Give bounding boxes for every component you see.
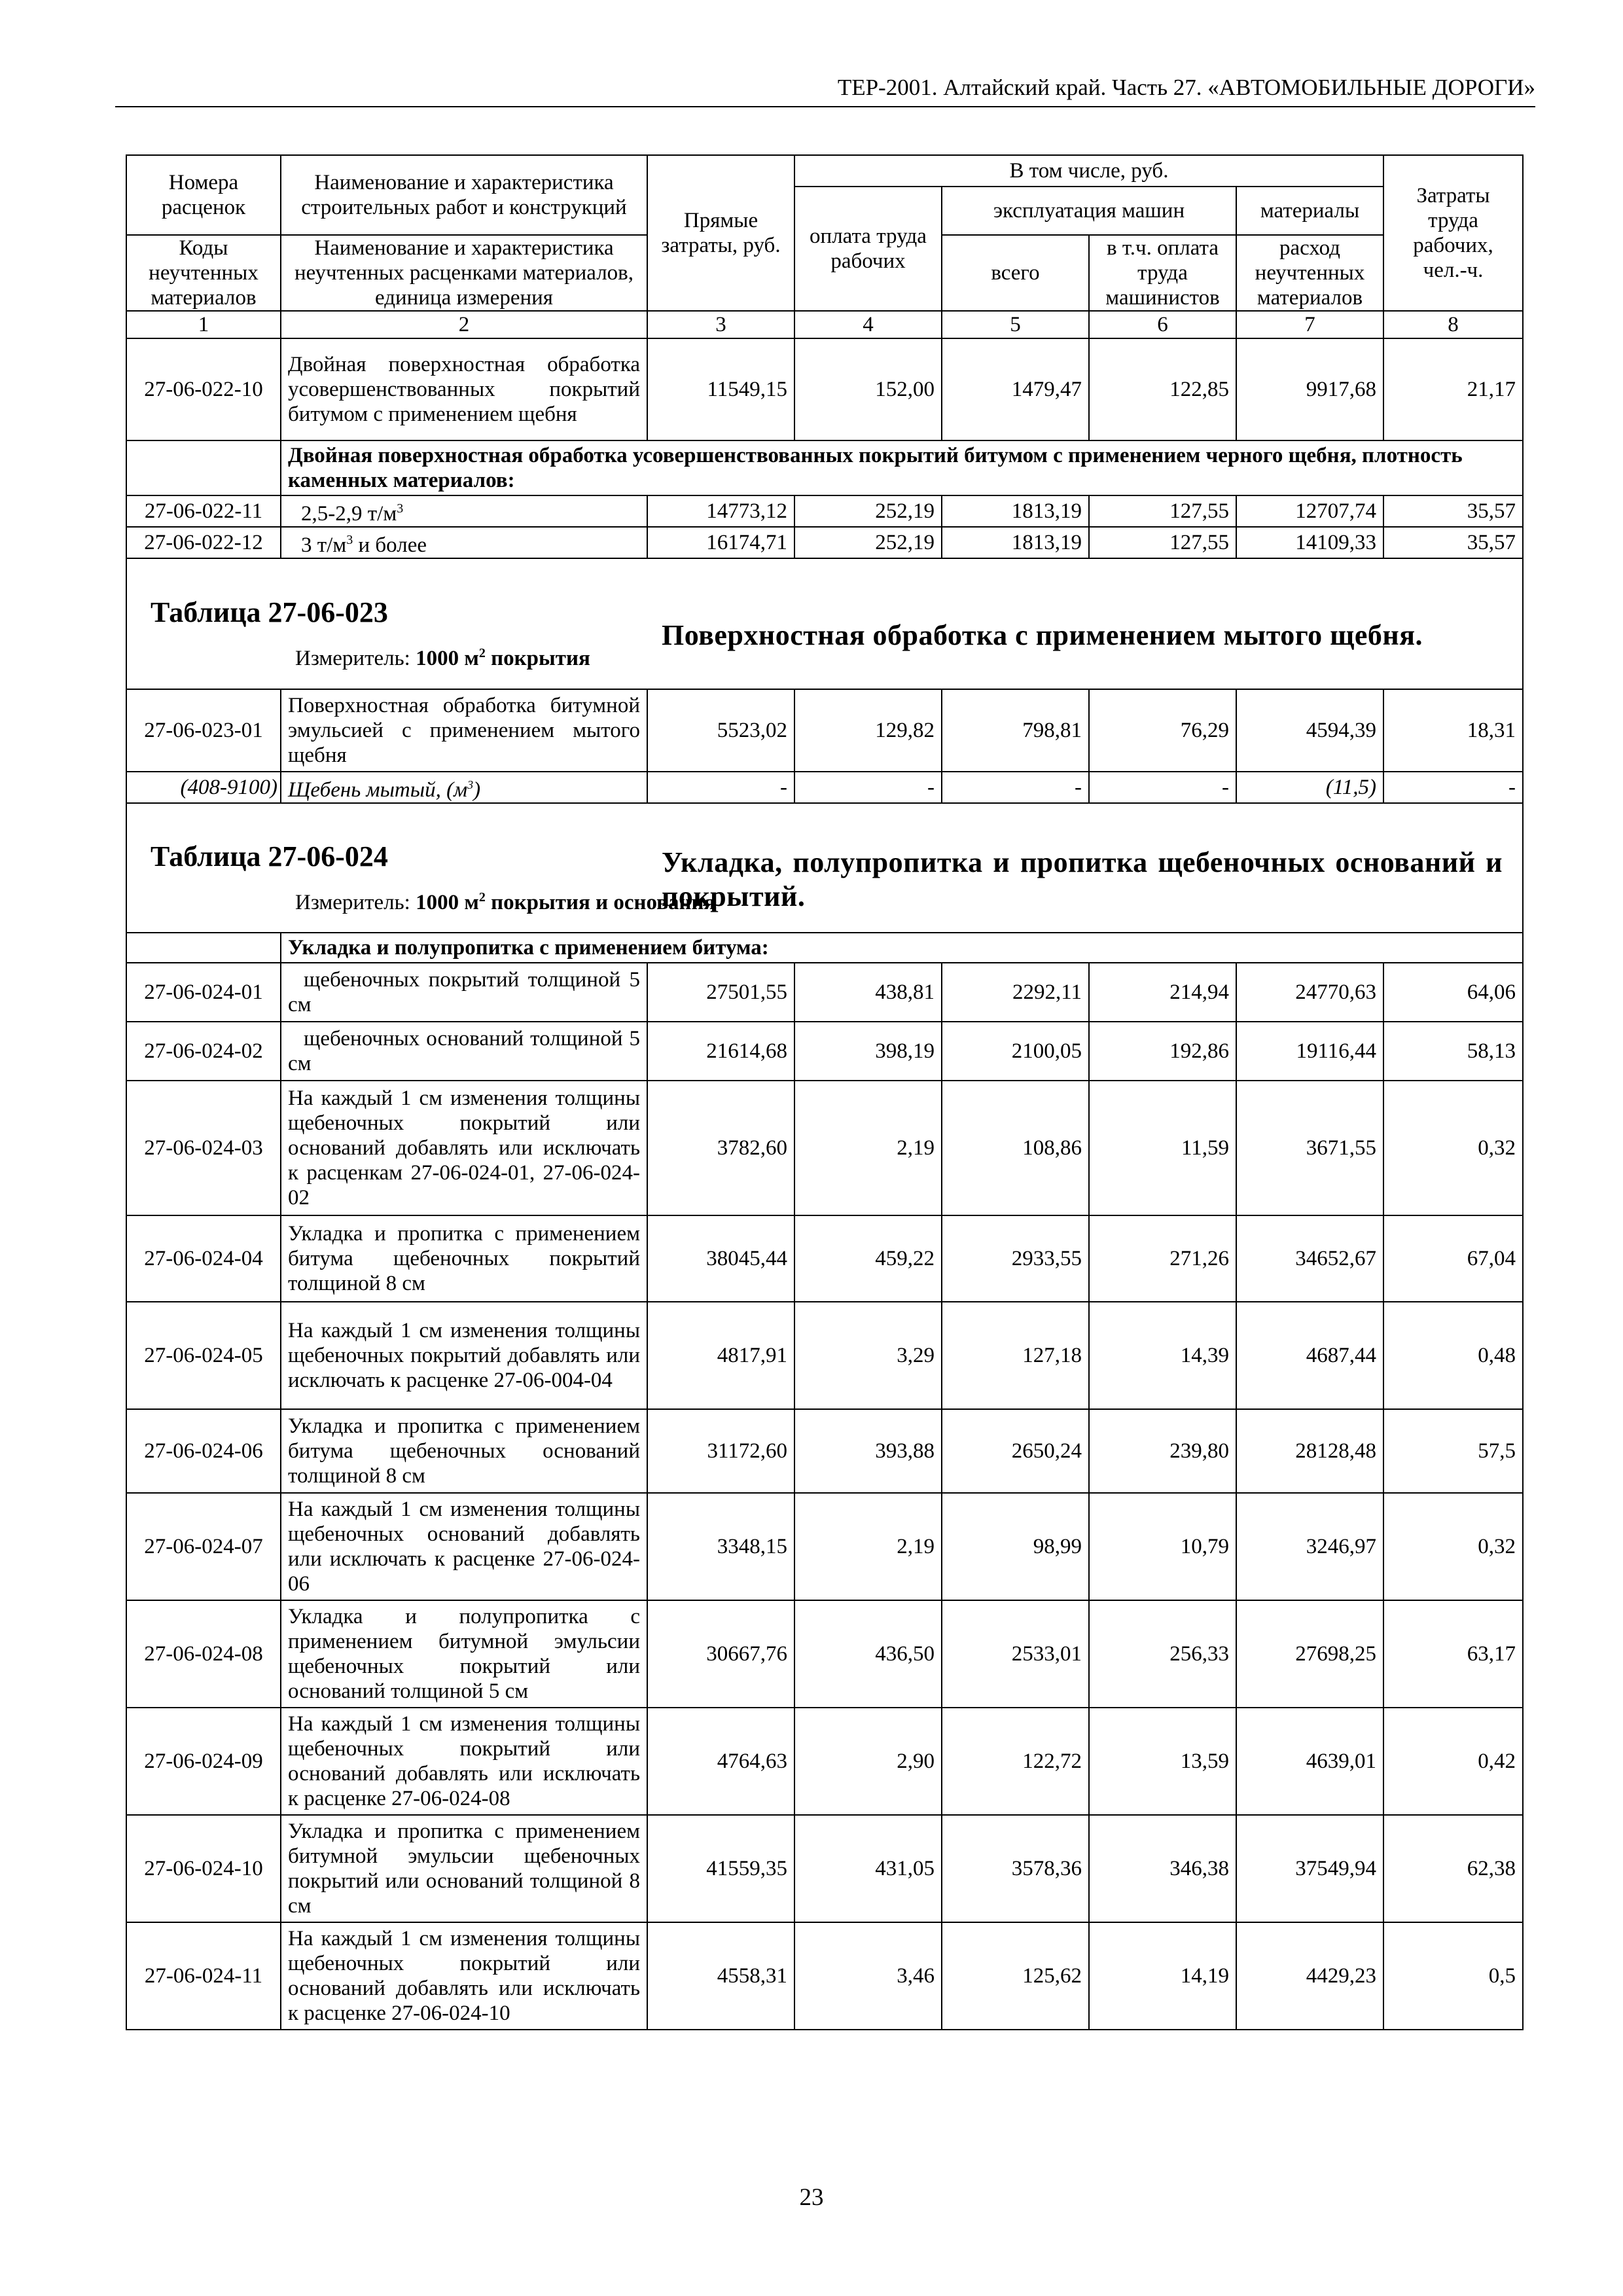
table-title-row (126, 803, 1523, 933)
table-title-row (126, 558, 1523, 689)
machine-cost: 98,99 (942, 1493, 1089, 1600)
rate-name: Двойная поверхностная обработка усовершенствованных покрытий битумом с применением щебня (281, 338, 647, 440)
direct-cost: 16174,71 (647, 527, 794, 558)
rate-name: щебеночных покрытий толщиной 5 см (281, 963, 647, 1022)
rate-name: На каждый 1 см изменения толщины щебеночных покрытий или оснований добавлять или исключать к расценкам 27-06-024-01, 27-06-024-02 (281, 1081, 647, 1215)
machine-cost: 122,72 (942, 1708, 1089, 1815)
header-row-1 (126, 155, 1523, 187)
rate-code: 27-06-022-11 (126, 495, 281, 527)
labor-hours: 35,57 (1383, 495, 1523, 527)
labor-hours: 0,48 (1383, 1302, 1523, 1409)
h-total: всего (942, 235, 1089, 311)
labor-hours: 21,17 (1383, 338, 1523, 440)
material-cost: 4429,23 (1236, 1922, 1383, 2030)
rate-code: 27-06-024-06 (126, 1409, 281, 1493)
col-num: 3 (647, 311, 794, 338)
h-codes: Номера расценок (126, 155, 281, 235)
machinist-wage: 256,33 (1089, 1600, 1236, 1708)
direct-cost: 41559,35 (647, 1815, 794, 1922)
rate-name: Поверхностная обработка битумной эмульсией с применением мытого щебня (281, 689, 647, 772)
labor-hours: - (1383, 772, 1523, 803)
direct-cost: 14773,12 (647, 495, 794, 527)
h-mach: эксплуатация машин (942, 187, 1236, 235)
labor-hours: 63,17 (1383, 1600, 1523, 1708)
section-heading: Двойная поверхностная обработка усовершенствованных покрытий битумом с применением черного щебня, плотность каменных материалов: (281, 440, 1523, 495)
wage-cost: - (794, 772, 942, 803)
wage-cost: 152,00 (794, 338, 942, 440)
rate-code: 27-06-024-03 (126, 1081, 281, 1215)
header-rule (115, 106, 1535, 107)
table-row (126, 1215, 1523, 1302)
h-matuse: расход неучтенных материалов (1236, 235, 1383, 311)
col-num: 2 (281, 311, 647, 338)
direct-cost: 31172,60 (647, 1409, 794, 1493)
machinist-wage: 127,55 (1089, 495, 1236, 527)
material-use: (11,5) (1236, 772, 1383, 803)
table-number: Таблица 27-06-023 (151, 596, 388, 628)
h-wage: оплата труда рабочих (794, 187, 942, 311)
machinist-wage: 13,59 (1089, 1708, 1236, 1815)
running-header: ТЕР-2001. Алтайский край. Часть 27. «АВТОМОБИЛЬНЫЕ ДОРОГИ» (837, 75, 1535, 100)
labor-hours: 0,5 (1383, 1922, 1523, 2030)
rate-name: 2,5-2,9 $т/м^3$ (281, 495, 647, 527)
direct-cost: 30667,76 (647, 1600, 794, 1708)
machine-cost: 1479,47 (942, 338, 1089, 440)
h-incl: В том числе, руб. (794, 155, 1383, 187)
h-name: Наименование и характеристика строительных работ и конструкций (281, 155, 647, 235)
table-title: Поверхностная обработка с применением мытого щебня. (662, 619, 1423, 651)
machine-cost: 2650,24 (942, 1409, 1089, 1493)
machinist-wage: 11,59 (1089, 1081, 1236, 1215)
col-num: 4 (794, 311, 942, 338)
machinist-wage: 76,29 (1089, 689, 1236, 772)
direct-cost: 27501,55 (647, 963, 794, 1022)
machinist-wage: - (1089, 772, 1236, 803)
direct-cost: 4817,91 (647, 1302, 794, 1409)
material-cost: 4594,39 (1236, 689, 1383, 772)
machine-cost: 125,62 (942, 1922, 1089, 2030)
direct-cost: 5523,02 (647, 689, 794, 772)
material-name: Щебень мытый, $(м^3)$ (281, 772, 647, 803)
machine-cost: 2100,05 (942, 1022, 1089, 1081)
table-row (126, 338, 1523, 440)
material-cost: 12707,74 (1236, 495, 1383, 527)
rate-code: 27-06-022-12 (126, 527, 281, 558)
wage-cost: 3,29 (794, 1302, 942, 1409)
machine-cost: 2292,11 (942, 963, 1089, 1022)
section-heading: Укладка и полупропитка с применением битума: (281, 933, 1523, 963)
table-row (126, 527, 1523, 558)
machinist-wage: 192,86 (1089, 1022, 1236, 1081)
h-labor: Затраты труда рабочих, чел.-ч. (1383, 155, 1523, 311)
h-mat: материалы (1236, 187, 1383, 235)
direct-cost: 21614,68 (647, 1022, 794, 1081)
material-cost: 14109,33 (1236, 527, 1383, 558)
machine-cost: 2533,01 (942, 1600, 1089, 1708)
col-num: 7 (1236, 311, 1383, 338)
rate-name: На каждый 1 см изменения толщины щебеночных оснований добавлять или исключать к расценке 27-06-024-06 (281, 1493, 647, 1600)
direct-cost: 4764,63 (647, 1708, 794, 1815)
material-cost: 4687,44 (1236, 1302, 1383, 1409)
rate-name: На каждый 1 см изменения толщины щебеночных покрытий добавлять или исключать к расценке 27-06-004-04 (281, 1302, 647, 1409)
h-name2: Наименование и характеристика неучтенных расценками материалов, единица измерения (281, 235, 647, 311)
material-cost: 27698,25 (1236, 1600, 1383, 1708)
h-machwage: в т.ч. оплата труда машинистов (1089, 235, 1236, 311)
labor-hours: 0,32 (1383, 1493, 1523, 1600)
machinist-wage: 10,79 (1089, 1493, 1236, 1600)
wage-cost: 2,90 (794, 1708, 942, 1815)
rate-name: Укладка и полупропитка с применением битумной эмульсии щебеночных покрытий или оснований толщиной 5 см (281, 1600, 647, 1708)
rate-name: На каждый 1 см изменения толщины щебеночных покрытий или оснований добавлять или исключать к расценке 27-06-024-10 (281, 1922, 647, 2030)
wage-cost: 459,22 (794, 1215, 942, 1302)
rate-name: Укладка и пропитка с применением битума щебеночных оснований толщиной 8 см (281, 1409, 647, 1493)
wage-cost: 2,19 (794, 1081, 942, 1215)
labor-hours: 67,04 (1383, 1215, 1523, 1302)
direct-cost: 11549,15 (647, 338, 794, 440)
machinist-wage: 214,94 (1089, 963, 1236, 1022)
col-num: 5 (942, 311, 1089, 338)
wage-cost: 2,19 (794, 1493, 942, 1600)
direct-cost: - (647, 772, 794, 803)
col-num: 6 (1089, 311, 1236, 338)
machinist-wage: 239,80 (1089, 1409, 1236, 1493)
table-row (126, 1493, 1523, 1600)
table-row (126, 1815, 1523, 1922)
wage-cost: 3,46 (794, 1922, 942, 2030)
machinist-wage: 14,19 (1089, 1922, 1236, 2030)
h-codes2: Коды неучтенных материалов (126, 235, 281, 311)
direct-cost: 4558,31 (647, 1922, 794, 2030)
table-row (126, 1081, 1523, 1215)
table-row (126, 963, 1523, 1022)
machinist-wage: 14,39 (1089, 1302, 1236, 1409)
rate-code: 27-06-022-10 (126, 338, 281, 440)
material-code: (408-9100) (126, 772, 281, 803)
section-row (126, 440, 1523, 495)
rates-table (126, 154, 1524, 2030)
h-direct: Прямые затраты, руб. (647, 155, 794, 311)
labor-hours: 0,42 (1383, 1708, 1523, 1815)
table-row (126, 1708, 1523, 1815)
rate-code: 27-06-024-05 (126, 1302, 281, 1409)
table-row (126, 1600, 1523, 1708)
material-cost: 34652,67 (1236, 1215, 1383, 1302)
rate-name: 3 $т/м^3$ и более (281, 527, 647, 558)
machine-cost: 3578,36 (942, 1815, 1089, 1922)
direct-cost: 3348,15 (647, 1493, 794, 1600)
material-cost: 24770,63 (1236, 963, 1383, 1022)
labor-hours: 18,31 (1383, 689, 1523, 772)
labor-hours: 0,32 (1383, 1081, 1523, 1215)
table-title: Укладка, полупропитка и пропитка щебеночных оснований и покрытий. (662, 846, 1503, 912)
machinist-wage: 122,85 (1089, 338, 1236, 440)
direct-cost: 38045,44 (647, 1215, 794, 1302)
column-numbers (126, 311, 1523, 338)
labor-hours: 57,5 (1383, 1409, 1523, 1493)
material-cost: 28128,48 (1236, 1409, 1383, 1493)
rate-code: 27-06-023-01 (126, 689, 281, 772)
labor-hours: 35,57 (1383, 527, 1523, 558)
material-cost: 19116,44 (1236, 1022, 1383, 1081)
machine-cost: 108,86 (942, 1081, 1089, 1215)
rate-code: 27-06-024-11 (126, 1922, 281, 2030)
rate-code: 27-06-024-02 (126, 1022, 281, 1081)
direct-cost: 3782,60 (647, 1081, 794, 1215)
machine-cost: - (942, 772, 1089, 803)
machine-cost: 798,81 (942, 689, 1089, 772)
table-row (126, 495, 1523, 527)
machinist-wage: 127,55 (1089, 527, 1236, 558)
rate-name: Укладка и пропитка с применением битумной эмульсии щебеночных покрытий или оснований толщиной 8 см (281, 1815, 647, 1922)
table-row (126, 1302, 1523, 1409)
machine-cost: 1813,19 (942, 495, 1089, 527)
machine-cost: 1813,19 (942, 527, 1089, 558)
col-num: 1 (126, 311, 281, 338)
material-cost: 37549,94 (1236, 1815, 1383, 1922)
wage-cost: 129,82 (794, 689, 942, 772)
wage-cost: 393,88 (794, 1409, 942, 1493)
machinist-wage: 271,26 (1089, 1215, 1236, 1302)
measure: Измеритель: 1000 $м^2$ покрытия и основания (295, 890, 716, 914)
table-number: Таблица 27-06-024 (151, 840, 388, 872)
material-cost: 9917,68 (1236, 338, 1383, 440)
labor-hours: 62,38 (1383, 1815, 1523, 1922)
rate-code: 27-06-024-09 (126, 1708, 281, 1815)
wage-cost: 252,19 (794, 495, 942, 527)
section-row (126, 933, 1523, 963)
wage-cost: 398,19 (794, 1022, 942, 1081)
material-cost: 3671,55 (1236, 1081, 1383, 1215)
rate-name: щебеночных оснований толщиной 5 см (281, 1022, 647, 1081)
rate-name: На каждый 1 см изменения толщины щебеночных покрытий или оснований добавлять или исключать к расценке 27-06-024-08 (281, 1708, 647, 1815)
rate-code: 27-06-024-10 (126, 1815, 281, 1922)
rate-name: Укладка и пропитка с применением битума щебеночных покрытий толщиной 8 см (281, 1215, 647, 1302)
wage-cost: 436,50 (794, 1600, 942, 1708)
rate-code: 27-06-024-08 (126, 1600, 281, 1708)
rate-code: 27-06-024-01 (126, 963, 281, 1022)
table-row (126, 1922, 1523, 2030)
t24-rows (126, 963, 1523, 2030)
table-row (126, 1022, 1523, 1081)
rate-code: 27-06-024-07 (126, 1493, 281, 1600)
table-row (126, 1409, 1523, 1493)
table-row (126, 689, 1523, 772)
measure: Измеритель: 1000 $м^2$ покрытия (295, 646, 590, 670)
machinist-wage: 346,38 (1089, 1815, 1236, 1922)
labor-hours: 58,13 (1383, 1022, 1523, 1081)
page-number: 23 (799, 2184, 824, 2211)
machine-cost: 2933,55 (942, 1215, 1089, 1302)
wage-cost: 438,81 (794, 963, 942, 1022)
material-cost: 4639,01 (1236, 1708, 1383, 1815)
material-cost: 3246,97 (1236, 1493, 1383, 1600)
labor-hours: 64,06 (1383, 963, 1523, 1022)
col-num: 8 (1383, 311, 1523, 338)
rate-code: 27-06-024-04 (126, 1215, 281, 1302)
wage-cost: 252,19 (794, 527, 942, 558)
wage-cost: 431,05 (794, 1815, 942, 1922)
machine-cost: 127,18 (942, 1302, 1089, 1409)
material-row (126, 772, 1523, 803)
